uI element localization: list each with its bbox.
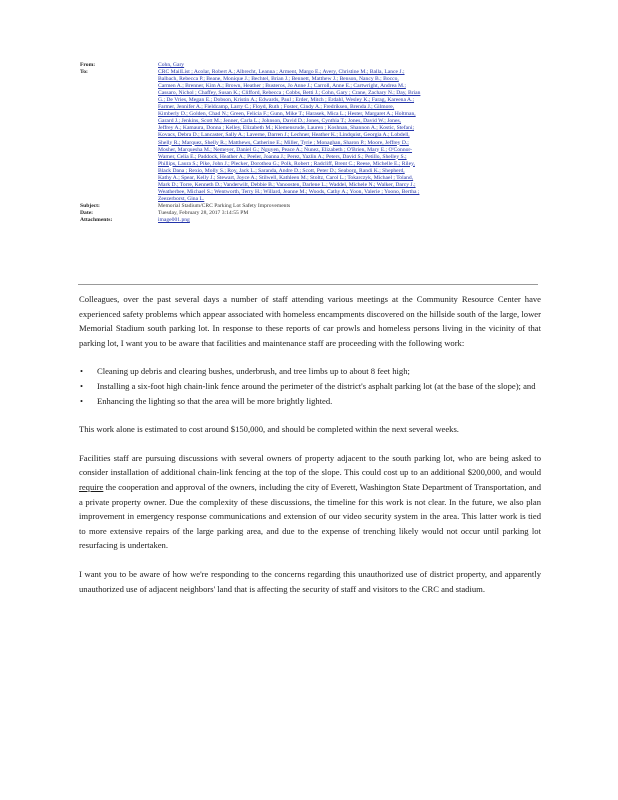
email-body bbox=[79, 292, 541, 596]
bullet-icon: • bbox=[80, 380, 84, 391]
to-recipient-line[interactable]: Shelly R.; Marquez, Shelly R.; Matthews, Catherine E.; Miller, Tyrie ; Monaghan, Sharon P.; Moore, Jeffrey D.; bbox=[158, 139, 409, 146]
from-sender-link[interactable]: Cohn, Gary bbox=[158, 62, 185, 68]
paragraph-facilities-part2: the cooperation and approval of the owners, including the city of Everett, Washington State Department of Transportation, and a private property owner. Due the complexity of these discussions, the timeline for this work is not clear. In the future, we also plan improvement in emergency response communications and extension of our video security system in the area. This latter work is tied to more extensive repairs of the large parking area, and due to the expense of trenching likely would not occur until parking lot resurfacing is undertaken. bbox=[79, 481, 541, 551]
to-recipient-line[interactable]: Phillips, Laura S.; Pike, John J.; Plecker, Dorothea G.; Polk, Robert ; Radcliff, Brent C.; Reese, Michelle E.; Riley, bbox=[158, 160, 415, 167]
paragraph-facilities bbox=[79, 451, 541, 553]
to-recipient-line[interactable]: Balbach, Rebecca P.; Beane, Monique J.; Bechtel, Brian J.; Bennett, Matthew J.; Benson, Nancy B.; Bocco, bbox=[158, 76, 399, 83]
paragraph-closing: I want you to be aware of how we're responding to the concerns regarding this unauthorized use of district property, and apparently unauthorized use of adjacent neighbors' land that is affecting the security of staff and visitors to the CRC and stadium. bbox=[79, 568, 541, 594]
list-item-text: Installing a six-foot high chain-link fence around the perimeter of the district's asphalt parking lot (at the base of the slope); and bbox=[97, 380, 536, 391]
paragraph-facilities-part1: Facilities staff are pursuing discussions with several owners of property adjacent to the south parking lot, who are being asked to consider installation of additional chain-link fencing at the top of the slope. This could cost up to an additional $200,000, and would bbox=[79, 452, 541, 478]
to-label: To: bbox=[80, 69, 88, 76]
bullet-icon: • bbox=[80, 366, 84, 377]
subject-label: Subject: bbox=[80, 202, 100, 209]
to-recipient-line[interactable]: CRC MailList ; Acolar, Robert A.; Albrecht, Leanna ; Arment, Margo E.; Avery, Christine M.; Balla, Lance J.; bbox=[158, 69, 405, 76]
header-divider bbox=[78, 284, 538, 285]
attachment-link[interactable]: image001.png bbox=[158, 217, 190, 224]
date-label: Date: bbox=[80, 209, 94, 216]
to-recipient-line[interactable]: Black Dana ; Rexio, Molly S.; Roy, Jack L.; Saranda, Andre D.; Scott, Peter D.; Seaborg, Randi K.; Shepherd, bbox=[158, 167, 405, 174]
to-recipient-line[interactable]: Warner, Celia E.; Paddock, Heather A.; Peeler, Joanna J.; Perez, Yazlin A.; Peters, David S.; Petillo, Shelley S.; bbox=[158, 153, 407, 160]
to-recipient-line[interactable]: Zeezerborst, Gina L. bbox=[158, 195, 205, 202]
bullet-icon: • bbox=[80, 395, 84, 406]
attachments-row bbox=[80, 217, 540, 224]
from-label: From: bbox=[80, 62, 96, 68]
to-recipient-line[interactable]: Farmer, Jennifer A.; Fieldcamp, Larry C.; Floyd, Ruth ; Foster, Cindy A.; Fredriksen, Brenda J.; Gilmore, bbox=[158, 104, 395, 111]
paragraph-cost: This work alone is estimated to cost around $150,000, and should be completed within the next several weeks. bbox=[79, 424, 459, 435]
to-recipients bbox=[158, 69, 540, 203]
to-recipient-line[interactable]: Jeffrey A.; Kamaura, Donna ; Kelley, Elizabeth M.; Klemensrude, Lauren ; Koshnan, Shannon A.; Kostic, Stefani; bbox=[158, 125, 415, 132]
to-recipient-line[interactable]: Mosher, Marquesha M.; Nemeyer, Daniel G.; Nguyen, Peace A.; Nunez, Elizabeth ; O'Brien, Mary E.; O'Connor- bbox=[158, 146, 413, 153]
to-row bbox=[80, 69, 540, 203]
list-item-text: Enhancing the lighting so that the area will be more brightly lighted. bbox=[97, 395, 333, 406]
to-recipient-line[interactable]: Carmen A.; Brenner, Kim A.; Brown, Heather ; Busteros, Jo Anne J.; Carroll, Anne E.; Cartwright, Andrea M.; bbox=[158, 83, 406, 90]
subject-value: Memorial Stadium/CRC Parking Lot Safety Improvements bbox=[158, 202, 291, 209]
to-recipient-line[interactable]: Kovacs, Debra D.; Lancaster, Sally A.; Laverne, Darren J.; Lechner, Heather K.; Lindquist, Georgia A.; Lobdell, bbox=[158, 132, 410, 139]
to-recipient-line[interactable]: Cassaro, Nichol ; Chaffey, Susan K.; Clifford, Rebecca ; Cobbs, Betti J.; Cohn, Gary ; Crane, Zachary N.; Day, Brian bbox=[158, 90, 421, 97]
list-item bbox=[79, 379, 541, 394]
attachments-label: Attachments: bbox=[80, 217, 113, 224]
list-item-text: Cleaning up debris and clearing bushes, underbrush, and tree limbs up to about 8 feet high; bbox=[97, 366, 410, 377]
email-header bbox=[80, 62, 540, 224]
subject-row bbox=[80, 203, 540, 210]
underlined-require: require bbox=[79, 481, 104, 492]
to-recipient-line[interactable]: Garard J.; Jenkins, Scott M.; Jenner, Carla L.; Johnson, David D.; Jones, Cynthia T.; Jones, David W.; Jones, bbox=[158, 118, 402, 125]
to-recipient-line[interactable]: G.; De Vries, Megan E.; Dobson, Kristin A.; Edwards, Paul ; Erder, Mitch ; Erdahl, Wesley K.; Farag, Kareena A.; bbox=[158, 97, 415, 104]
list-item bbox=[79, 394, 541, 409]
to-recipient-line[interactable]: Kathy A.; Spear, Kelly J.; Stewart, Joyce A.; Stilwell, Kathleen M.; Stoltz, Carol L.; Tokarczyk, Michael ; Toland, bbox=[158, 174, 414, 181]
to-recipient-line[interactable]: Weatherbee, Michael S.; Wentworth, Terry H.; Willard, Jeanne M.; Woods, Cathy A.; Yoon, Valerie ; Yoono, Bertha ; bbox=[158, 188, 420, 195]
date-value: Tuesday, February 28, 2017 3:14:55 PM bbox=[158, 209, 249, 216]
list-item bbox=[79, 364, 541, 379]
from-row bbox=[80, 62, 540, 69]
to-recipient-line[interactable]: Kimberly D.; Golden, Chad N.; Green, Felicia F.; Gunn, Mike T.; Harasek, Mica L.; Hester, Margaret A.; Holtman, bbox=[158, 111, 416, 118]
work-list bbox=[79, 364, 541, 408]
paragraph-intro: Colleagues, over the past several days a number of staff attending various meetings at the Community Resource Center have experienced safety problems which appear associated with homeless encampments discovered on the hillside south of the large, lower Memorial Stadium south parking lot. In response to these reports of car prowls and homeless persons living in the vicinity of that parking lot, I want you to be aware that facilities and maintenance staff are proceeding with the following work: bbox=[79, 294, 541, 348]
to-recipient-line[interactable]: Mark D.; Torre, Kenneth D.; Vanderwilt, Debbie B.; Vanoosten, Darlene L.; Waddel, Michele N.; Walker, Darcy J.; bbox=[158, 181, 416, 188]
date-row bbox=[80, 210, 540, 217]
